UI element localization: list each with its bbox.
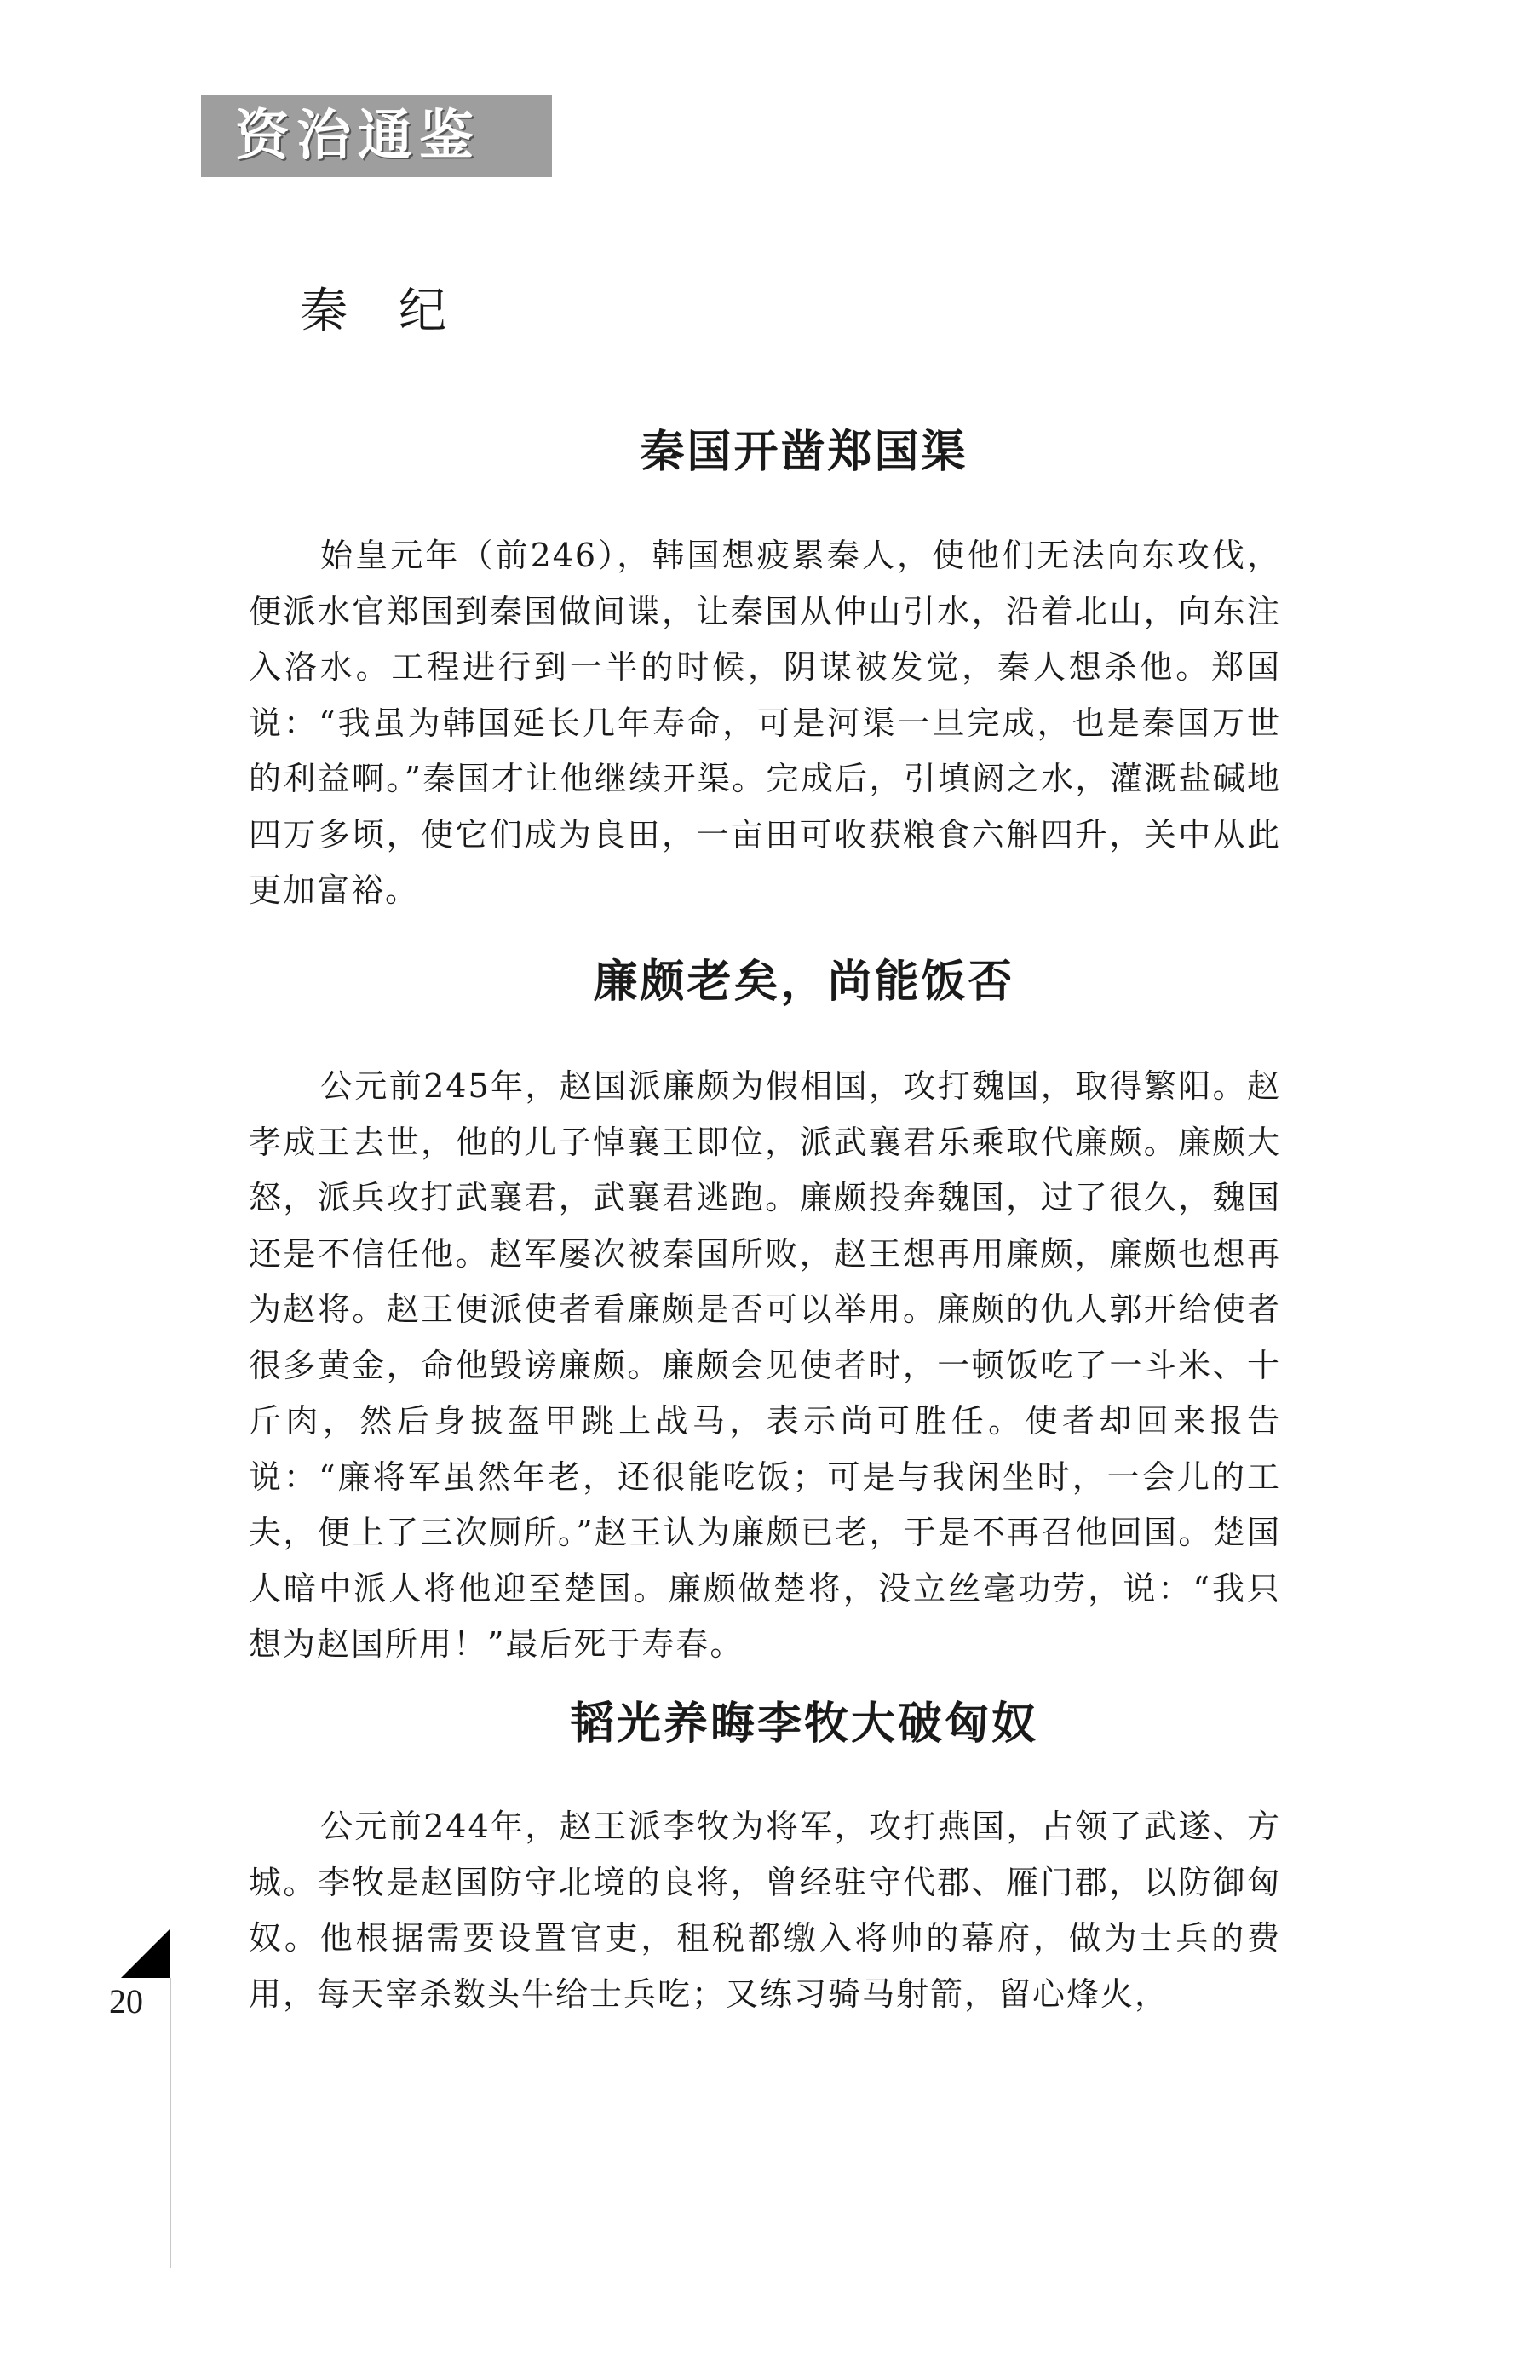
chapter-title: 秦纪: [300, 284, 497, 339]
book-title: 资治通鉴: [235, 105, 480, 168]
section-title-1: 秦国开凿郑国渠: [640, 427, 968, 478]
book-title-banner: [201, 95, 552, 177]
section-body-2: 公元前245年，赵国派廉颇为假相国，攻打魏国，取得繁阳。赵孝成王去世，他的儿子悼襄王即位，派武襄君乐乘取代廉颇。廉颇大怒，派兵攻打武襄君，武襄君逃跑。廉颇投奔魏国，过了很久，魏国还是不信任他。赵军屡次被秦国所败，赵王想再用廉颇，廉颇也想再为赵将。赵王便派使者看廉颇是否可以举用。廉颇的仇人郭开给使者很多黄金，命他毁谤廉颇。廉颇会见使者时，一顿饭吃了一斗米、十斤肉，然后身披盔甲跳上战马，表示尚可胜任。使者却回来报告说：“廉将军虽然年老，还很能吃饭；可是与我闲坐时，一会儿的工夫，便上了三次厕所。”赵王认为廉颇已老，于是不再召他回国。楚国人暗中派人将他迎至楚国。廉颇做楚将，没立丝毫功劳，说：“我只想为赵国所用！”最后死于寿春。: [249, 1067, 1281, 1663]
page-number: 20: [109, 1982, 143, 2021]
section-title-3: 韬光养晦李牧大破匈奴: [569, 1699, 1038, 1750]
section-body-3: 公元前244年，赵王派李牧为将军，攻打燕国，占领了武遂、方城。李牧是赵国防守北境的良将，曾经驻守代郡、雁门郡，以防御匈奴。他根据需要设置官吏，租税都缴入将帅的幕府，做为士兵的费用，每天宰杀数头牛给士兵吃；又练习骑马射箭，留心烽火，: [249, 1808, 1281, 2013]
page-corner-marker: [121, 1929, 170, 1978]
margin-rule: [170, 1978, 171, 2268]
section-title-2: 廉颇老矣，尚能饭否: [593, 957, 1015, 1008]
section-body-1: 始皇元年（前246），韩国想疲累秦人，使他们无法向东攻伐，便派水官郑国到秦国做间谍，让秦国从仲山引水，沿着北山，向东注入洛水。工程进行到一半的时候，阴谋被发觉，秦人想杀他。郑国说：“我虽为韩国延长几年寿命，可是河渠一旦完成，也是秦国万世的利益啊。”秦国才让他继续开渠。完成后，引填阏之水，灌溉盐碱地四万多顷，使它们成为良田，一亩田可收获粮食六斛四升，关中从此更加富裕。: [249, 537, 1281, 909]
